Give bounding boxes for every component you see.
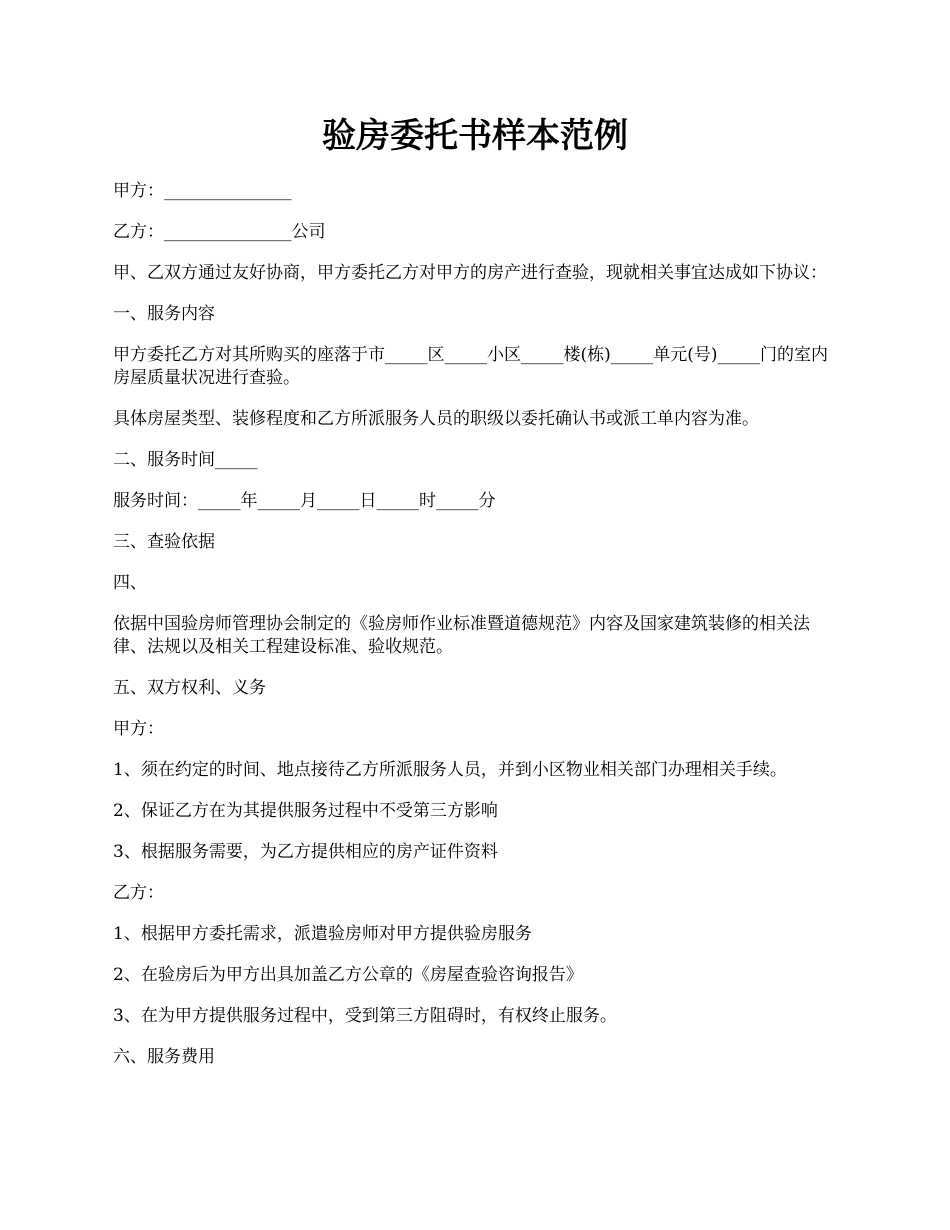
party-a-item-3: 3、根据服务需要，为乙方提供相应的房产证件资料	[113, 842, 498, 862]
section-heading-rights-obligations: 五、双方权利、义务	[113, 678, 266, 698]
service-location-paragraph: 甲方委托乙方对其所购买的座落于市_____区_____小区_____楼(栋)_____单元(号)_____门的室内房屋质量状况进行查验。	[113, 345, 829, 388]
party-a-item-1: 1、须在约定的时间、地点接待乙方所派服务人员，并到小区物业相关部门办理相关手续。	[113, 760, 787, 780]
document-title: 验房委托书样本范例	[322, 116, 628, 156]
section-heading-inspection-basis: 三、查验依据	[113, 532, 215, 552]
service-time-line: 服务时间：_____年_____月_____日_____时_____分	[113, 491, 496, 511]
section-heading-service-time: 二、服务时间_____	[113, 450, 258, 470]
document-body	[113, 180, 843, 1087]
inspection-basis-paragraph: 依据中国验房师管理协会制定的《验房师作业标准暨道德规范》内容及国家建筑装修的相关法律、法规以及相关工程建设标准、验收规范。	[113, 614, 810, 657]
party-a-line: 甲方：_______________	[113, 181, 292, 201]
party-a-heading: 甲方：	[113, 719, 164, 739]
party-a-item-2: 2、保证乙方在为其提供服务过程中不受第三方影响	[113, 801, 498, 821]
section-heading-service-fee: 六、服务费用	[113, 1047, 215, 1067]
intro-paragraph: 甲、乙双方通过友好协商，甲方委托乙方对甲方的房产进行查验，现就相关事宜达成如下协议：	[113, 263, 827, 283]
party-b-item-2: 2、在验房后为甲方出具加盖乙方公章的《房屋查验咨询报告》	[113, 965, 583, 985]
party-b-item-3: 3、在为甲方提供服务过程中，受到第三方阻碍时，有权终止服务。	[113, 1006, 617, 1026]
party-b-heading: 乙方：	[113, 883, 164, 903]
service-detail-paragraph: 具体房屋类型、装修程度和乙方所派服务人员的职级以委托确认书或派工单内容为准。	[113, 409, 759, 429]
party-b-line: 乙方：_______________公司	[113, 222, 326, 242]
section-heading-service-content: 一、服务内容	[113, 304, 215, 324]
section-heading-four: 四、	[113, 573, 147, 593]
party-b-item-1: 1、根据甲方委托需求，派遣验房师对甲方提供验房服务	[113, 924, 532, 944]
